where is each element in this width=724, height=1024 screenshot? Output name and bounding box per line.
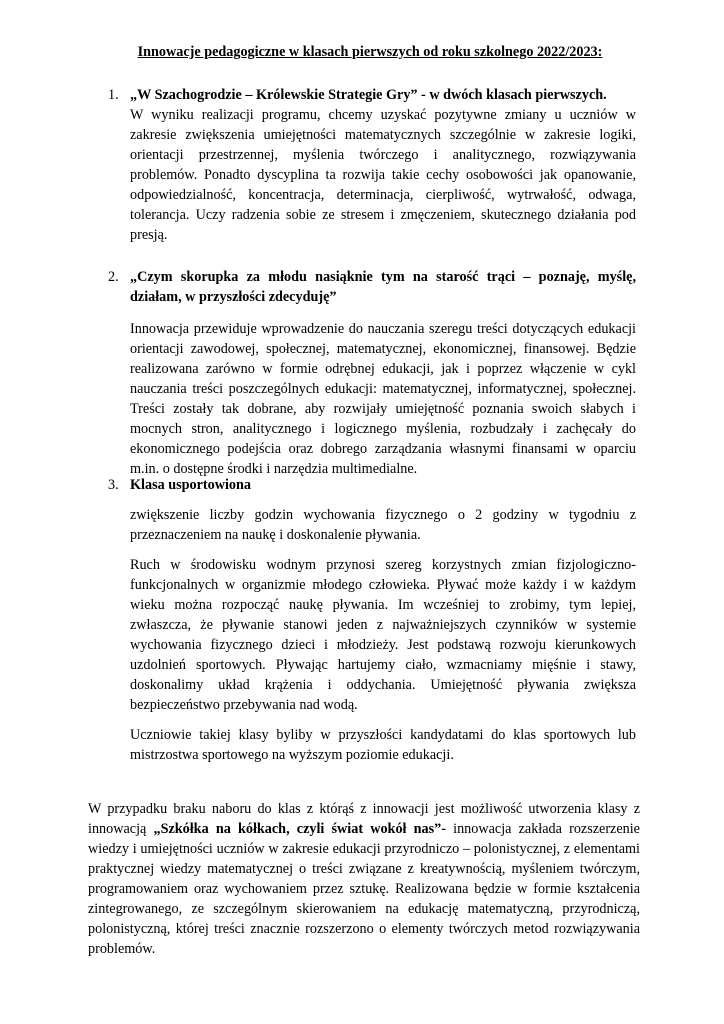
document-title: Innowacje pedagogiczne w klasach pierwszych od roku szkolnego 2022/2023:: [137, 44, 603, 60]
list-item-paragraph: Innowacja przewiduje wprowadzenie do nauczania szeregu treści dotyczących edukacji orientacji zawodowej, społecznej, matematycznej, ekonomicznej, finansowej. Będzie realizowana zarówno w formie odrębnej edukacji, jak i poprzez włączenie w cykl nauczania treści poszczególnych edukacji: matematycznej, informatycznej, społecznej. Treści zostały tak dobrane, aby rozwijały umiejętność poznania swoich słabych i mocnych stron, analitycznego i logicznego myślenia, rozbudzały i zachęcały do ekonomicznego podejścia oraz dobrego zarządzania własnymi finansami w oparciu m.in. o dostępne środki i narzędzia multimedialne.: [130, 321, 636, 477]
list-item-paragraph: zwiększenie liczby godzin wychowania fizycznego o 2 godziny w tygodniu z przeznaczeniem na naukę i doskonalenie pływania.: [130, 507, 636, 543]
list-item-paragraph: W wyniku realizacji programu, chcemy uzyskać pozytywne zmiany u uczniów w zakresie zwiększenia umiejętności matematycznych szczególnie w zakresie logiki, orientacji przestrzennej, myślenia twórczego i analitycznego, rozwiązywania problemów. Ponadto dyscyplina ta rozwija takie cechy osobowości jak opanowanie, odpowiedzialność, koncentracja, determinacja, cierpliwość, wytrwałość, odwaga, tolerancja. Uczy radzenia sobie ze stresem i zmęczeniem, skutecznego działania pod presją.: [130, 107, 636, 243]
list-item-heading: „W Szachogrodzie – Królewskie Strategie Gry” - w dwóch klasach pierwszych.: [130, 87, 607, 103]
closing-innovation-name: „Szkółka na kółkach, czyli świat wokół nas”-: [153, 821, 446, 837]
list-item-paragraph: Uczniowie takiej klasy byliby w przyszłości kandydatami do klas sportowych lub mistrzostwa sportowego na wyższym poziomie edukacji.: [130, 727, 636, 763]
closing-text-after: innowacja zakłada rozszerzenie wiedzy i umiejętności uczniów w zakresie edukacji przyrodniczo – polonistycznej, z elementami praktycznej wiedzy matematycznej o treści związane z kreatywnością, myśleniem twórczym, programowaniem oraz wychowaniem przez sztukę. Realizowana będzie w formie kształcenia zintegrowanego, ze szczególnym skierowaniem na edukację matematyczną, przyrodniczą, polonistyczną, której treści znacznie rozszerzono o elementy twórczych metod rozwiązywania problemów.: [88, 821, 640, 957]
list-item-1: [108, 85, 636, 245]
list-item-number: 1.: [108, 87, 119, 103]
closing-text-before: W przypadku braku naboru do klas z którąś z innowacji jest możliwość utworzenia klasy z innowacją: [88, 801, 640, 837]
closing-paragraph: [88, 799, 640, 959]
list-item-paragraph: Ruch w środowisku wodnym przynosi szereg korzystnych zmian fizjologiczno-funkcjonalnych w organizmie młodego człowieka. Pływać może każdy i w każdym wieku można rozpocząć naukę pływania. Im wcześniej to zrobimy, tym lepiej, zwłaszcza, że pływanie stanowi jeden z najważniejszych czynników w systemie wychowania fizycznego dzieci i młodzieży. Jest podstawą rozwoju kierunkowych uzdolnień sportowych. Pływając hartujemy ciało, wzmacniamy mięśnie i stawy, doskonalimy układ krążenia i oddychania. Umiejętność pływania zwiększa bezpieczeństwo przebywania nad wodą.: [130, 557, 636, 713]
list-item-number: 3.: [108, 477, 119, 493]
list-item-2: [108, 267, 636, 479]
list-item-number: 2.: [108, 269, 119, 285]
list-item-3: [108, 475, 636, 765]
list-item-heading: „Czym skorupka za młodu nasiąknie tym na starość trąci – poznaję, myślę, działam, w przyszłości zdecyduję”: [130, 269, 636, 305]
list-item-heading: Klasa usportowiona: [130, 477, 252, 493]
